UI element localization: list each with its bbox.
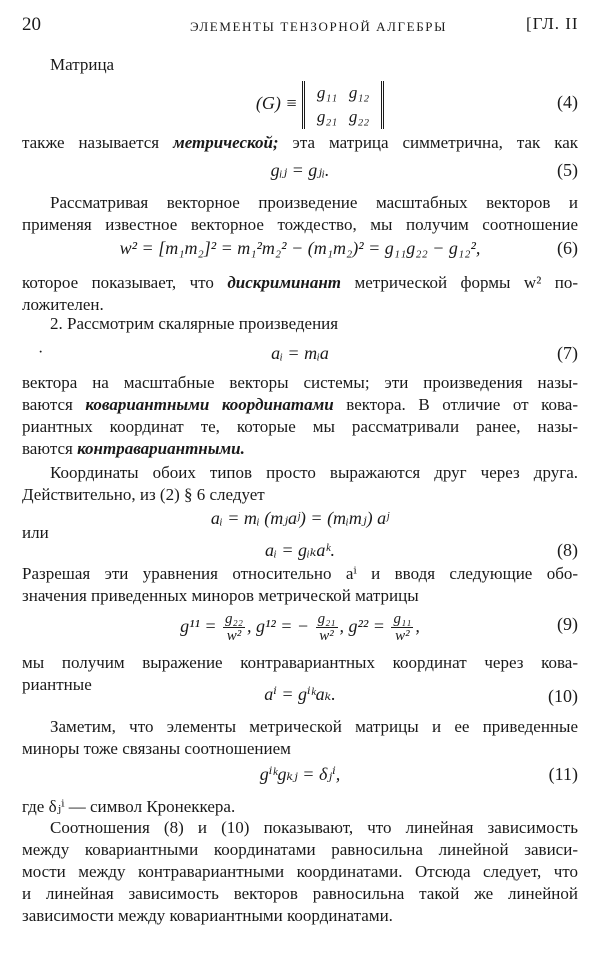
fraction: $\frac{\text{g₂₁}}{\text{w²}}$ [317, 611, 336, 645]
formula-5: gᵢⱼ = gⱼᵢ. [270, 160, 330, 180]
equation-number: (9) [557, 614, 578, 634]
equation-number: (8) [557, 540, 578, 560]
equation-number: (6) [557, 238, 578, 258]
equation-number: (11) [548, 764, 578, 784]
text-line: Действительно, из (2) § 6 следует [22, 485, 265, 504]
text-line: ваются контравариантными. [22, 439, 245, 458]
emphasis: дискриминант [227, 273, 342, 292]
text-line: ложителен. [22, 295, 104, 314]
formula-7: aᵢ = mᵢa [271, 343, 329, 363]
text-line: зависимости между ковариантными координатами. [22, 906, 393, 925]
text-line: Координаты обоих типов просто выражаются друг через друга. [50, 463, 578, 482]
text-line: Соотношения (8) и (10) показывают, что линейная зависимость [50, 818, 578, 837]
text-line: которое показывает, что дискриминант метрической формы w² по- [22, 273, 578, 292]
text-line: Разрешая эти уравнения относительно aⁱ и вводя следующие обо- [22, 564, 578, 583]
formula-4 [0, 78, 600, 128]
matrix-cell: g₂₂ [348, 106, 370, 126]
matrix-cell: g₁₂ [348, 82, 370, 102]
formula-8a: aᵢ = mᵢ (mⱼaʲ) = (mᵢmⱼ) aʲ [210, 508, 390, 528]
text-line: ваются ковариантными координатами вектора. В отличие от кова- [22, 395, 579, 414]
text-line: и линейная зависимость векторов равносильна такой же линейной [22, 884, 578, 903]
text-line: или [22, 523, 49, 542]
formula-8: aᵢ = gᵢₖaᵏ. [265, 540, 335, 560]
page-number: 20 [22, 14, 41, 35]
text-line: также называется метрической; эта матрица симметрична, так как [22, 133, 579, 152]
equation-number: (10) [548, 686, 578, 706]
formula-9: g¹¹ = $\frac{\text{g₂₂}}{\text{w²}}$ , g¹² = − $\frac{\text{g₂₁}}{\text{w²}}$ , g²² = $\frac{\text{g₁₁}}{\text{w²}}$ , [180, 611, 420, 645]
metric-matrix [302, 81, 384, 129]
matrix-cell: g₂₁ [316, 106, 338, 126]
fraction: $\frac{\text{g₁₁}}{\text{w²}}$ [393, 611, 412, 645]
chapter-label: [ГЛ. II [526, 14, 579, 33]
text-line: значения приведенных миноров метрической матрицы [22, 586, 419, 605]
text-line: риантных координат те, которые мы рассматривали ранее, назы- [22, 417, 578, 436]
text-line: применяя известное векторное тождество, мы получим соотношение [22, 215, 578, 234]
formula-lhs: (G) ≡ [255, 93, 298, 113]
formula-6: w² = [m₁m₂]² = m₁²m₂² − (m₁m₂)² = g₁₁g₂₂ − g₁₂², [119, 238, 481, 258]
text-line: мы получим выражение контравариантных координат через кова- [22, 653, 578, 672]
text-line: между ковариантными координатами равносильна линейной зависи- [22, 840, 578, 859]
text-line: где δⱼⁱ — символ Кронеккера. [22, 797, 236, 816]
formula-10: aⁱ = gⁱᵏaₖ. [264, 684, 336, 704]
equation-number: (5) [557, 160, 578, 180]
text-line: миноры тоже связаны соотношением [22, 739, 291, 758]
text-line: Рассматривая векторное произведение масштабных векторов и [50, 193, 578, 212]
text-line: риантные [22, 675, 92, 694]
emphasis: метрической; [173, 133, 279, 152]
print-speck: · [38, 344, 44, 361]
text-line: вектора на масштабные векторы системы; эти произведения назы- [22, 373, 578, 392]
equation-number: (4) [557, 92, 578, 112]
emphasis: ковариантными координатами [85, 395, 334, 414]
emphasis: контравариантными. [77, 439, 245, 458]
formula-11: gⁱᵏgₖⱼ = δⱼⁱ, [259, 764, 341, 784]
matrix-cell: g₁₁ [316, 82, 338, 102]
fraction: $\frac{\text{g₂₂}}{\text{w²}}$ [225, 611, 243, 645]
equation-number: (7) [557, 343, 578, 363]
text-line: мости между контравариантными координатами. Отсюда следует, что [22, 862, 578, 881]
text-line: 2. Рассмотрим скалярные произведения [50, 314, 339, 333]
text-line: Матрица [50, 55, 115, 74]
running-title: ЭЛЕМЕНТЫ ТЕНЗОРНОЙ АЛГЕБРЫ [190, 19, 448, 34]
text-line: Заметим, что элементы метрической матрицы и ее приведенные [50, 717, 578, 736]
